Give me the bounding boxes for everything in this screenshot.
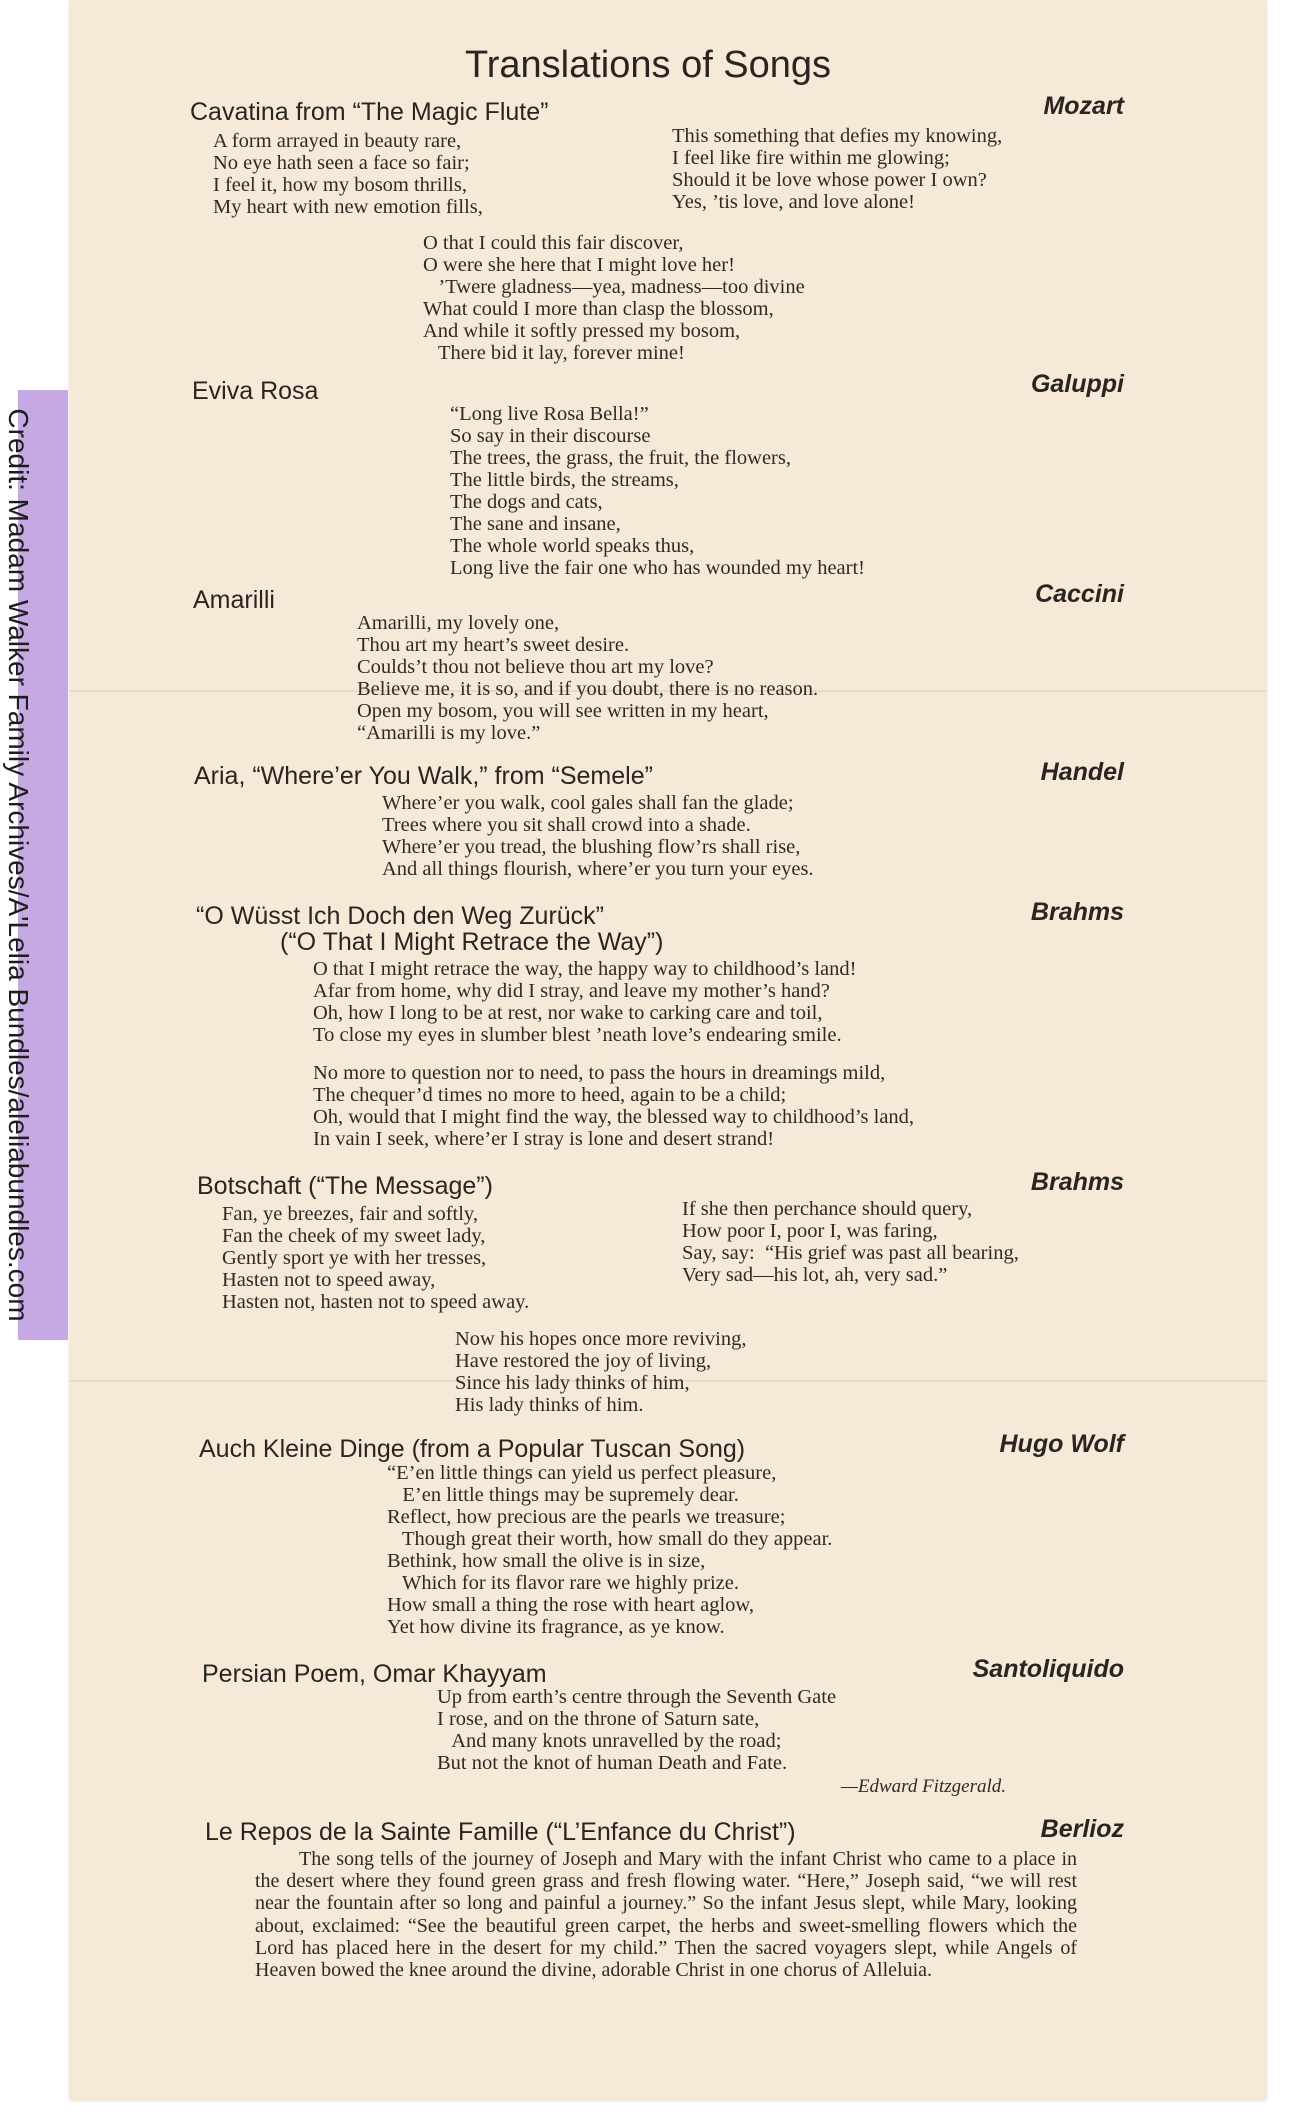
composer-brahms: Brahms (1030, 898, 1124, 926)
credit-text: Credit: Madam Walker Family Archives/A'Lelia Bundles/aleliabundles.com (3, 408, 34, 1322)
song-title-o-wusst: “O Wüsst Ich Doch den Weg Zurück” (196, 902, 604, 930)
lyrics-semele: Where’er you walk, cool gales shall fan the glade; Trees where you sit shall crowd into a shade. Where’er you tread, the blushing flow’rs shall rise, And all things flourish, where’er you turn your eyes. (382, 792, 814, 880)
lyrics-o-wusst-stanza1: O that I might retrace the way, the happy way to childhood’s land! Afar from home, why did I stray, and leave my mother’s hand? Oh, how I long to be at rest, nor wake to carking care and toil, To close my eyes in slumber blest ’neath love’s endearing smile. (313, 958, 857, 1046)
song-title-magic-flute: Cavatina from “The Magic Flute” (190, 98, 549, 126)
composer-hugo-wolf: Hugo Wolf (999, 1430, 1124, 1458)
composer-santoliquido: Santoliquido (972, 1655, 1124, 1683)
composer-galuppi: Galuppi (1030, 370, 1124, 398)
composer-mozart: Mozart (1043, 92, 1124, 120)
lyrics-magic-flute-left: A form arrayed in beauty rare, No eye hath seen a face so fair; I feel it, how my bosom thrills, My heart with new emotion fills, (213, 130, 483, 218)
lyrics-amarilli: Amarilli, my lovely one, Thou art my heart’s sweet desire. Coulds’t thou not believe thou art my love? Believe me, it is so, and if you doubt, there is no reason. Open my bosom, you will see written in my heart, “Amarilli is my love.” (357, 612, 819, 744)
song-title-kleine-dinge: Auch Kleine Dinge (from a Popular Tuscan Song) (199, 1435, 746, 1463)
lyrics-eviva-rosa: “Long live Rosa Bella!” So say in their discourse The trees, the grass, the fruit, the flowers, The little birds, the streams, The dogs and cats, The sane and insane, The whole world speaks thus, Long live the fair one who has wounded my heart! (450, 403, 866, 579)
song-title-repos: Le Repos de la Sainte Famille (“L’Enfance du Christ”) (205, 1818, 796, 1846)
lyrics-magic-flute-center: O that I could this fair discover, O were she here that I might love her! ’Twere gladness—yea, madness—too divine What could I more than clasp the blossom, And while it softly pressed my bosom, There bid it lay, forever mine! (423, 232, 805, 364)
lyrics-kleine-dinge: “E’en little things can yield us perfect pleasure, E’en little things may be supremely dear. Reflect, how precious are the pearls we treasure; Though great their worth, how small do they appear. Bethink, how small the olive is in size, Which for its flavor rare we highly prize. How small a thing the rose with heart aglow, Yet how divine its fragrance, as ye know. (387, 1462, 833, 1638)
song-title-eviva-rosa: Eviva Rosa (192, 377, 319, 405)
lyrics-persian-poem: Up from earth’s centre through the Seventh Gate I rose, and on the throne of Saturn sate, And many knots unravelled by the road; But not the knot of human Death and Fate. (437, 1686, 837, 1774)
song-title-botschaft: Botschaft (“The Message”) (197, 1172, 493, 1200)
song-title-persian-poem: Persian Poem, Omar Khayyam (202, 1660, 547, 1688)
song-title-amarilli: Amarilli (193, 586, 275, 614)
composer-brahms: Brahms (1030, 1168, 1124, 1196)
song-title-semele: Aria, “Where’er You Walk,” from “Semele” (194, 762, 653, 790)
lyrics-magic-flute-right: This something that defies my knowing, I feel like fire within me glowing; Should it be love whose power I own? Yes, ’tis love, and love alone! (672, 125, 1003, 213)
lyrics-botschaft-left: Fan, ye breezes, fair and softly, Fan the cheek of my sweet lady, Gently sport ye with her tresses, Hasten not to speed away, Hasten not, hasten not to speed away. (222, 1203, 530, 1313)
composer-berlioz: Berlioz (1040, 1815, 1124, 1843)
composer-handel: Handel (1040, 758, 1124, 786)
credit-banner (3, 390, 68, 1340)
attribution-fitzgerald: —Edward Fitzgerald. (840, 1776, 1006, 1797)
description-repos: The song tells of the journey of Joseph and Mary with the infant Christ who came to a place in the desert where they found green grass and fresh flowing water. “Here,” Joseph said, “we will rest near the fountain after so long and painful a journey.” So the infant Jesus slept, while Mary, looking about, exclaimed: “See the beautiful green carpet, the herbs and sweet-smelling flowers which the Lord has placed here in the desert for my child.” Then the sacred voyagers slept, while Angels of Heaven bowed the knee around the divine, adorable Christ in one chorus of Alleluia. (255, 1848, 1077, 1982)
lyrics-botschaft-right: If she then perchance should query, How poor I, poor I, was faring, Say, say: “His grief was past all bearing, Very sad—his lot, ah, very sad.” (682, 1198, 1019, 1286)
composer-caccini: Caccini (1035, 580, 1124, 608)
lyrics-botschaft-center: Now his hopes once more reviving, Have restored the joy of living, Since his lady thinks of him, His lady thinks of him. (455, 1328, 747, 1416)
lyrics-o-wusst-stanza2: No more to question nor to need, to pass the hours in dreamings mild, The chequer’d times no more to heed, again to be a child; Oh, would that I might find the way, the blessed way to childhood’s land, In vain I seek, where’er I stray is lone and desert strand! (313, 1062, 915, 1150)
song-subtitle-o-wusst: (“O That I Might Retrace the Way”) (280, 928, 664, 956)
page-title: Translations of Songs (464, 44, 832, 86)
